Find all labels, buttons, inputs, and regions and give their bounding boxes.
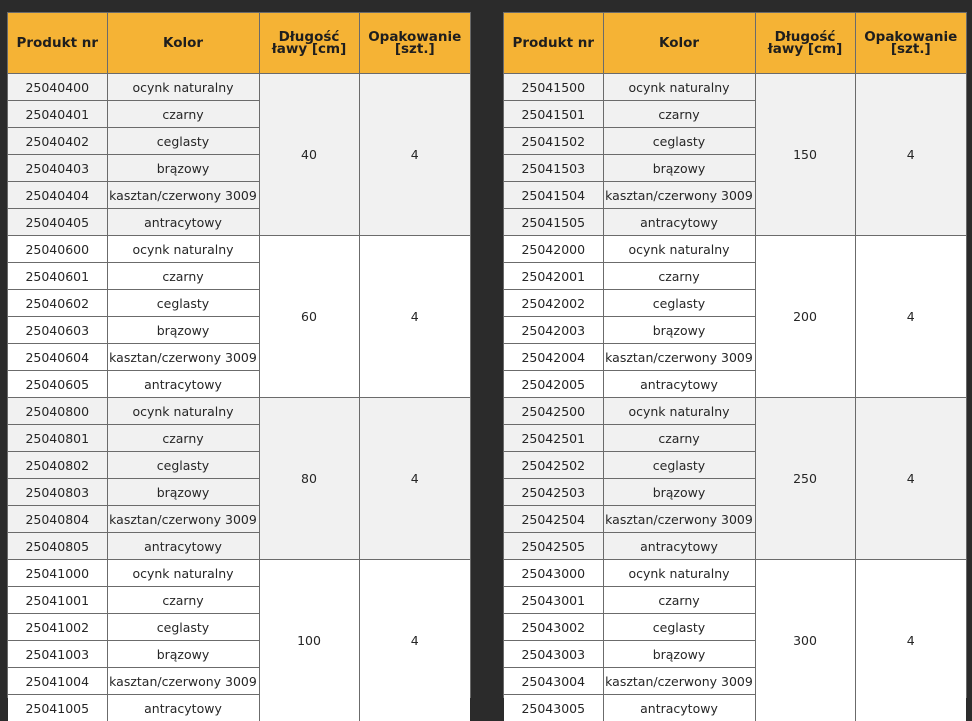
product-number-cell: 25043001 bbox=[504, 587, 603, 614]
product-number-cell: 25041002 bbox=[8, 614, 107, 641]
product-number-cell: 25042501 bbox=[504, 425, 603, 452]
length-group bbox=[8, 74, 470, 236]
length-cell: 80 bbox=[259, 398, 359, 560]
color-cell: ocynk naturalny bbox=[107, 560, 259, 587]
color-cell: ocynk naturalny bbox=[107, 236, 259, 263]
product-number-cell: 25040802 bbox=[8, 452, 107, 479]
color-cell: brązowy bbox=[603, 317, 755, 344]
product-number-cell: 25042002 bbox=[504, 290, 603, 317]
table-row bbox=[504, 74, 966, 101]
color-cell: brązowy bbox=[603, 641, 755, 668]
packaging-cell: 4 bbox=[855, 236, 966, 398]
header-product-number: Produkt nr bbox=[504, 13, 603, 74]
color-cell: brązowy bbox=[603, 479, 755, 506]
color-cell: kasztan/czerwony 3009 bbox=[603, 344, 755, 371]
color-cell: antracytowy bbox=[603, 533, 755, 560]
table-row bbox=[8, 74, 470, 101]
color-cell: ceglasty bbox=[603, 290, 755, 317]
packaging-cell: 4 bbox=[359, 560, 470, 721]
color-cell: ocynk naturalny bbox=[603, 560, 755, 587]
product-number-cell: 25042001 bbox=[504, 263, 603, 290]
packaging-cell: 4 bbox=[855, 398, 966, 560]
color-cell: ocynk naturalny bbox=[107, 398, 259, 425]
header-color: Kolor bbox=[107, 13, 259, 74]
product-number-cell: 25041005 bbox=[8, 695, 107, 721]
length-group bbox=[504, 74, 966, 236]
color-cell: kasztan/czerwony 3009 bbox=[603, 506, 755, 533]
color-cell: brązowy bbox=[107, 155, 259, 182]
color-cell: ceglasty bbox=[107, 128, 259, 155]
packaging-cell: 4 bbox=[855, 74, 966, 236]
table-row bbox=[504, 560, 966, 587]
length-cell: 200 bbox=[755, 236, 855, 398]
product-number-cell: 25041502 bbox=[504, 128, 603, 155]
header-length: Długość ławy [cm] bbox=[259, 13, 359, 74]
color-cell: czarny bbox=[107, 587, 259, 614]
color-cell: ceglasty bbox=[107, 290, 259, 317]
product-number-cell: 25042504 bbox=[504, 506, 603, 533]
product-number-cell: 25041004 bbox=[8, 668, 107, 695]
product-number-cell: 25040405 bbox=[8, 209, 107, 236]
color-cell: czarny bbox=[107, 101, 259, 128]
product-number-cell: 25040601 bbox=[8, 263, 107, 290]
color-cell: czarny bbox=[603, 425, 755, 452]
header-packaging: Opakowanie [szt.] bbox=[855, 13, 966, 74]
header-color: Kolor bbox=[603, 13, 755, 74]
length-cell: 250 bbox=[755, 398, 855, 560]
product-number-cell: 25041501 bbox=[504, 101, 603, 128]
color-cell: czarny bbox=[107, 263, 259, 290]
color-cell: brązowy bbox=[603, 155, 755, 182]
product-number-cell: 25040804 bbox=[8, 506, 107, 533]
table-row bbox=[8, 236, 470, 263]
packaging-cell: 4 bbox=[855, 560, 966, 721]
header-length: Długość ławy [cm] bbox=[755, 13, 855, 74]
color-cell: brązowy bbox=[107, 317, 259, 344]
product-table-left-panel bbox=[7, 12, 471, 698]
length-group bbox=[504, 560, 966, 721]
product-number-cell: 25040805 bbox=[8, 533, 107, 560]
color-cell: kasztan/czerwony 3009 bbox=[603, 668, 755, 695]
length-cell: 100 bbox=[259, 560, 359, 721]
product-number-cell: 25040803 bbox=[8, 479, 107, 506]
product-number-cell: 25042000 bbox=[504, 236, 603, 263]
product-number-cell: 25041504 bbox=[504, 182, 603, 209]
packaging-cell: 4 bbox=[359, 74, 470, 236]
color-cell: antracytowy bbox=[107, 695, 259, 721]
product-number-cell: 25043003 bbox=[504, 641, 603, 668]
color-cell: kasztan/czerwony 3009 bbox=[603, 182, 755, 209]
color-cell: ceglasty bbox=[603, 614, 755, 641]
length-group bbox=[8, 560, 470, 721]
table-header-row bbox=[504, 13, 966, 74]
color-cell: ocynk naturalny bbox=[603, 74, 755, 101]
product-number-cell: 25040602 bbox=[8, 290, 107, 317]
color-cell: kasztan/czerwony 3009 bbox=[107, 668, 259, 695]
length-cell: 300 bbox=[755, 560, 855, 721]
packaging-cell: 4 bbox=[359, 236, 470, 398]
color-cell: antracytowy bbox=[603, 695, 755, 721]
color-cell: czarny bbox=[603, 587, 755, 614]
color-cell: antracytowy bbox=[603, 209, 755, 236]
color-cell: antracytowy bbox=[107, 209, 259, 236]
product-number-cell: 25040800 bbox=[8, 398, 107, 425]
color-cell: ocynk naturalny bbox=[603, 236, 755, 263]
product-number-cell: 25040402 bbox=[8, 128, 107, 155]
product-number-cell: 25040605 bbox=[8, 371, 107, 398]
color-cell: kasztan/czerwony 3009 bbox=[107, 506, 259, 533]
product-number-cell: 25042502 bbox=[504, 452, 603, 479]
product-number-cell: 25043005 bbox=[504, 695, 603, 721]
color-cell: ocynk naturalny bbox=[603, 398, 755, 425]
packaging-cell: 4 bbox=[359, 398, 470, 560]
product-table-right bbox=[504, 13, 966, 721]
table-row bbox=[8, 398, 470, 425]
color-cell: ceglasty bbox=[107, 452, 259, 479]
length-group bbox=[504, 236, 966, 398]
color-cell: czarny bbox=[603, 101, 755, 128]
length-group bbox=[8, 398, 470, 560]
product-number-cell: 25041503 bbox=[504, 155, 603, 182]
product-table-right-panel bbox=[503, 12, 967, 698]
product-number-cell: 25042005 bbox=[504, 371, 603, 398]
product-number-cell: 25040404 bbox=[8, 182, 107, 209]
product-number-cell: 25042503 bbox=[504, 479, 603, 506]
color-cell: kasztan/czerwony 3009 bbox=[107, 344, 259, 371]
product-number-cell: 25042003 bbox=[504, 317, 603, 344]
color-cell: ocynk naturalny bbox=[107, 74, 259, 101]
product-number-cell: 25040604 bbox=[8, 344, 107, 371]
color-cell: brązowy bbox=[107, 641, 259, 668]
table-row bbox=[8, 560, 470, 587]
product-number-cell: 25040801 bbox=[8, 425, 107, 452]
product-number-cell: 25040401 bbox=[8, 101, 107, 128]
product-number-cell: 25042004 bbox=[504, 344, 603, 371]
product-number-cell: 25042500 bbox=[504, 398, 603, 425]
table-row bbox=[504, 398, 966, 425]
color-cell: antracytowy bbox=[107, 533, 259, 560]
color-cell: ceglasty bbox=[107, 614, 259, 641]
color-cell: antracytowy bbox=[107, 371, 259, 398]
color-cell: ceglasty bbox=[603, 452, 755, 479]
product-number-cell: 25041001 bbox=[8, 587, 107, 614]
table-row bbox=[504, 236, 966, 263]
length-cell: 60 bbox=[259, 236, 359, 398]
product-number-cell: 25040403 bbox=[8, 155, 107, 182]
color-cell: czarny bbox=[603, 263, 755, 290]
product-number-cell: 25040603 bbox=[8, 317, 107, 344]
product-number-cell: 25043000 bbox=[504, 560, 603, 587]
header-packaging: Opakowanie [szt.] bbox=[359, 13, 470, 74]
length-cell: 40 bbox=[259, 74, 359, 236]
product-number-cell: 25041000 bbox=[8, 560, 107, 587]
color-cell: brązowy bbox=[107, 479, 259, 506]
color-cell: ceglasty bbox=[603, 128, 755, 155]
length-group bbox=[8, 236, 470, 398]
product-number-cell: 25042505 bbox=[504, 533, 603, 560]
color-cell: antracytowy bbox=[603, 371, 755, 398]
product-number-cell: 25043002 bbox=[504, 614, 603, 641]
length-group bbox=[504, 398, 966, 560]
product-number-cell: 25043004 bbox=[504, 668, 603, 695]
product-number-cell: 25041500 bbox=[504, 74, 603, 101]
product-number-cell: 25040400 bbox=[8, 74, 107, 101]
product-number-cell: 25041505 bbox=[504, 209, 603, 236]
header-product-number: Produkt nr bbox=[8, 13, 107, 74]
product-number-cell: 25041003 bbox=[8, 641, 107, 668]
product-number-cell: 25040600 bbox=[8, 236, 107, 263]
product-table-left bbox=[8, 13, 470, 721]
table-header-row bbox=[8, 13, 470, 74]
color-cell: kasztan/czerwony 3009 bbox=[107, 182, 259, 209]
color-cell: czarny bbox=[107, 425, 259, 452]
length-cell: 150 bbox=[755, 74, 855, 236]
